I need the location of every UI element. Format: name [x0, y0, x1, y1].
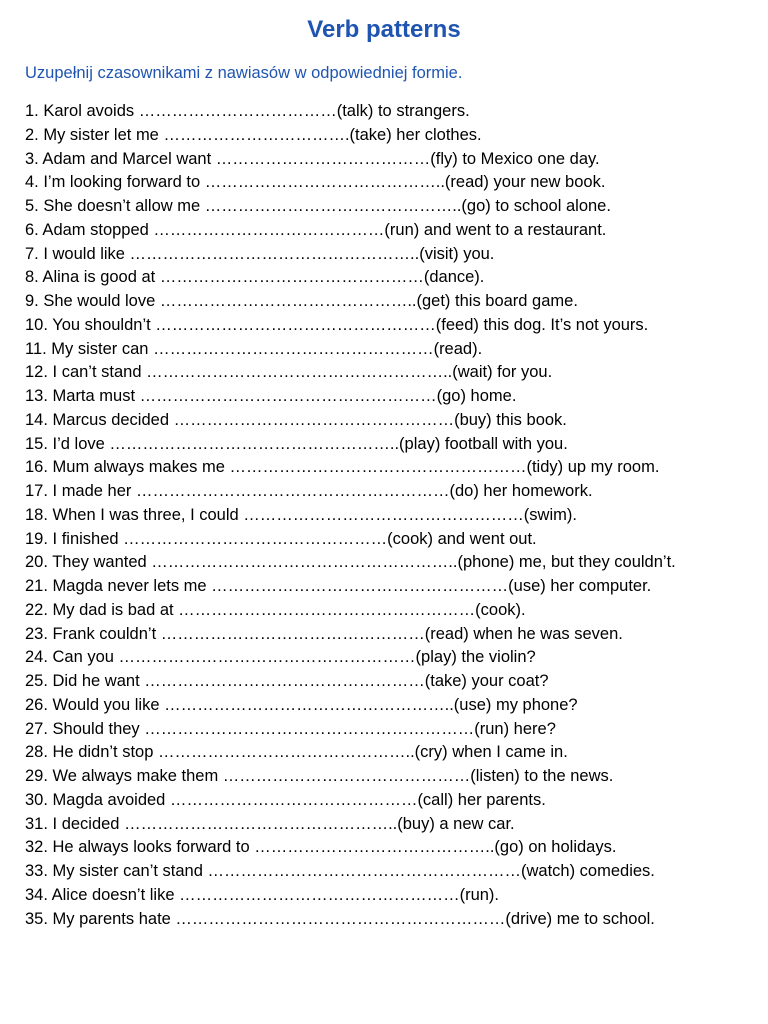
exercise-item: 5. She doesn’t allow me ………………………………………..(go) to school alone.: [25, 197, 611, 215]
exercise-item: 11. My sister can ……………………………………………(read).: [25, 339, 483, 358]
exercise-list: [25, 100, 676, 931]
exercise-item: 22. My dad is bad at ………………………………………………(cook).: [25, 600, 526, 619]
exercise-item: 23. Frank couldn’t …………………………………………(read) when he was seven.: [25, 624, 623, 643]
exercise-item: 9. She would love ………………………………………..(get) this board game.: [25, 292, 578, 310]
exercise-item: 6. Adam stopped ……………………………………(run) and went to a restaurant.: [25, 220, 607, 239]
exercise-item: 2. My sister let me …………………………….(take) her clothes.: [25, 125, 482, 144]
exercise-item: 30. Magda avoided ………………………………………(call) her parents.: [25, 790, 546, 809]
exercise-item: 13. Marta must ………………………………………………(go) home.: [25, 387, 517, 405]
exercise-item: 21. Magda never lets me ………………………………………………(use) her computer.: [25, 577, 652, 595]
exercise-item: 4. I’m looking forward to ……………………………………..(read) your new book.: [25, 173, 606, 192]
exercise-item: 27. Should they ……………………………………………………(run) here?: [25, 719, 556, 738]
exercise-item: 32. He always looks forward to ……………………………………..(go) on holidays.: [25, 838, 617, 857]
instruction-text: Uzupełnij czasownikami z nawiasów w odpowiedniej formie.: [25, 64, 463, 82]
exercise-item: 15. I’d love ……………………………………………..(play) football with you.: [25, 434, 568, 453]
exercise-item: 16. Mum always makes me ………………………………………………(tidy) up my room.: [25, 458, 660, 477]
exercise-item: 26. Would you like ……………………………………………..(use) my phone?: [25, 695, 578, 714]
exercise-item: 29. We always make them ………………………………………(listen) to the news.: [25, 767, 614, 785]
exercise-item: 18. When I was three, I could ……………………………………………(swim).: [25, 505, 577, 524]
exercise-item: 33. My sister can’t stand …………………………………………………(watch) comedies.: [25, 862, 655, 880]
page-title: Verb patterns: [307, 16, 461, 43]
exercise-item: 8. Alina is good at …………………………………………(dance).: [25, 268, 485, 287]
exercise-item: 10. You shouldn’t ……………………………………………(feed) this dog. It’s not yours.: [25, 315, 649, 334]
exercise-item: 35. My parents hate ……………………………………………………(drive) me to school.: [25, 909, 655, 928]
exercise-item: 34. Alice doesn’t like ……………………………………………(run).: [25, 885, 500, 904]
exercise-item: 24. Can you ………………………………………………(play) the violin?: [25, 648, 536, 667]
exercise-item: 7. I would like ……………………………………………..(visit) you.: [25, 244, 495, 263]
exercise-item: 17. I made her …………………………………………………(do) her homework.: [25, 482, 593, 500]
exercise-item: 3. Adam and Marcel want …………………………………(fly) to Mexico one day.: [25, 149, 600, 168]
exercise-item: 20. They wanted ………………………………………………..(phone) me, but they couldn’t.: [25, 553, 676, 572]
exercise-item: 31. I decided …………………………………………..(buy) a new car.: [25, 814, 515, 833]
exercise-item: 28. He didn’t stop ………………………………………..(cry) when I came in.: [25, 743, 568, 762]
exercise-item: 25. Did he want ……………………………………………(take) your coat?: [25, 672, 549, 690]
exercise-item: 14. Marcus decided ……………………………………………(buy) this book.: [25, 410, 567, 429]
exercise-item: 12. I can’t stand ………………………………………………..(wait) for you.: [25, 363, 553, 382]
exercise-item: 1. Karol avoids ………………………………(talk) to strangers.: [25, 102, 470, 120]
exercise-item: 19. I finished …………………………………………(cook) and went out.: [25, 529, 537, 548]
